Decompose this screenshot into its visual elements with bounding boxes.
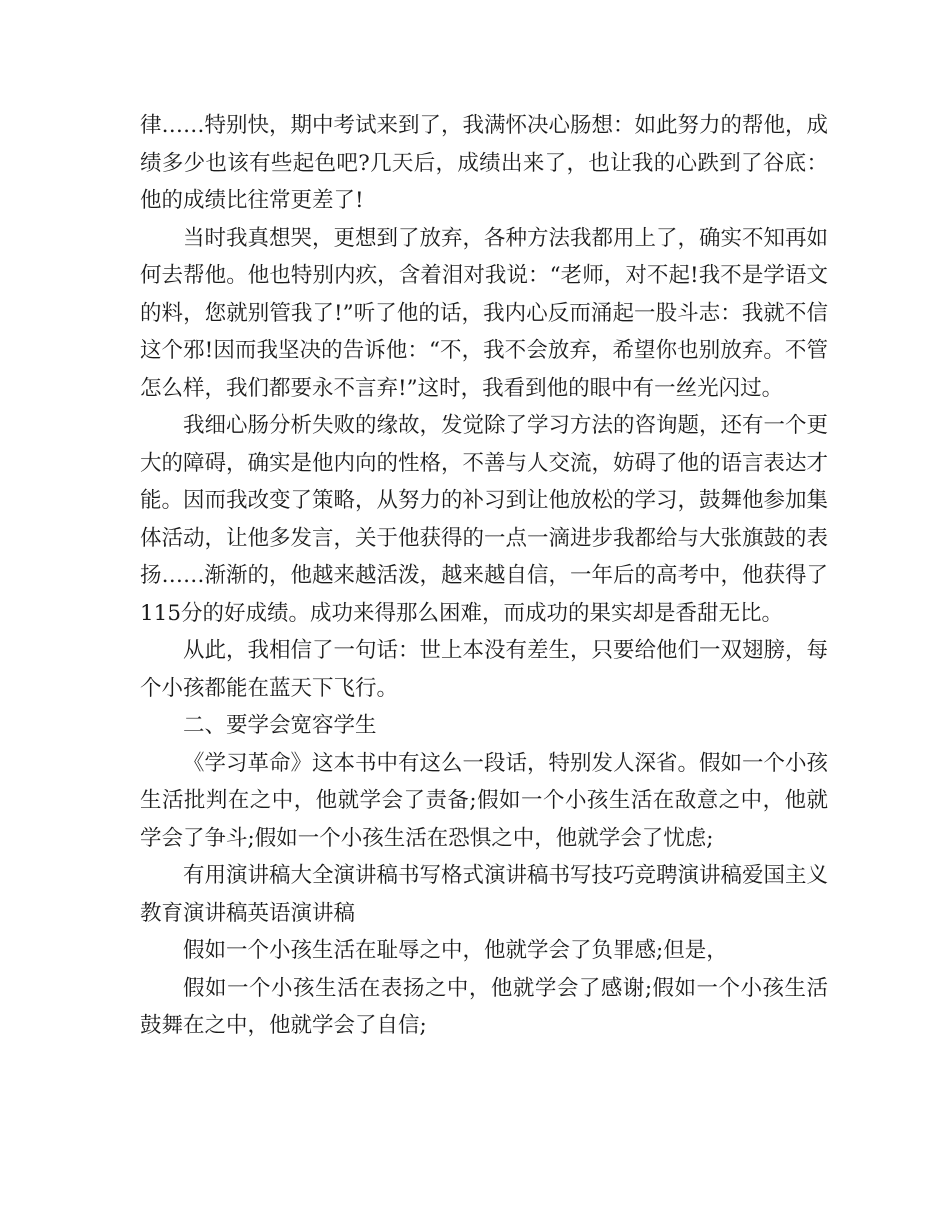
- section-heading: 二、要学会宽容学生: [183, 713, 377, 738]
- paragraph-4: 从此，我相信了一句话：世上本没有差生，只要给他们一双翅膀，每个小孩都能在蓝天下飞行。: [140, 638, 829, 701]
- document-page: [140, 107, 828, 1045]
- paragraph-2: 当时我真想哭，更想到了放弃，各种方法我都用上了，确实不知再如何去帮他。他也特别内疚，含着泪对我说：“老师，对不起!我不是学语文的料，您就别管我了!”听了他的话，我内心反而涌起一股斗志：我就不信这个邪!因而我坚决的告诉他：“不，我不会放弃，希望你也别放弃。不管怎么样，我们都要永不言弃!”这时，我看到他的眼中有一丝光闪过。: [140, 225, 829, 401]
- paragraph-1: 律……特别快，期中考试来到了，我满怀决心肠想：如此努力的帮他，成绩多少也该有些起色吧?几天后，成绩出来了，也让我的心跌到了谷底：他的成绩比往常更差了!: [140, 113, 829, 213]
- paragraph-3: 我细心肠分析失败的缘故，发觉除了学习方法的咨询题，还有一个更大的障碍，确实是他内向的性格，不善与人交流，妨碍了他的语言表达才能。因而我改变了策略，从努力的补习到让他放松的学习，鼓舞他参加集体活动，让他多发言，关于他获得的一点一滴进步我都给与大张旗鼓的表扬……渐渐的，他越来越活泼，越来越自信，一年后的高考中，他获得了115分的好成绩。成功来得那么困难，而成功的果实却是香甜无比。: [140, 413, 829, 626]
- paragraph-6: 《学习革命》这本书中有这么一段话，特别发人深省。假如一个小孩生活批判在之中，他就学会了责备;假如一个小孩生活在敌意之中，他就学会了争斗;假如一个小孩生活在恐惧之中，他就学会了忧虑;: [140, 750, 829, 851]
- paragraph-7: 有用演讲稿大全演讲稿书写格式演讲稿书写技巧竞聘演讲稿爱国主义教育演讲稿英语演讲稿: [140, 863, 829, 926]
- paragraph-9: 假如一个小孩生活在表扬之中，他就学会了感谢;假如一个小孩生活鼓舞在之中，他就学会了自信;: [140, 975, 828, 1038]
- paragraph-8: 假如一个小孩生活在耻辱之中，他就学会了负罪感;但是，: [183, 938, 728, 963]
